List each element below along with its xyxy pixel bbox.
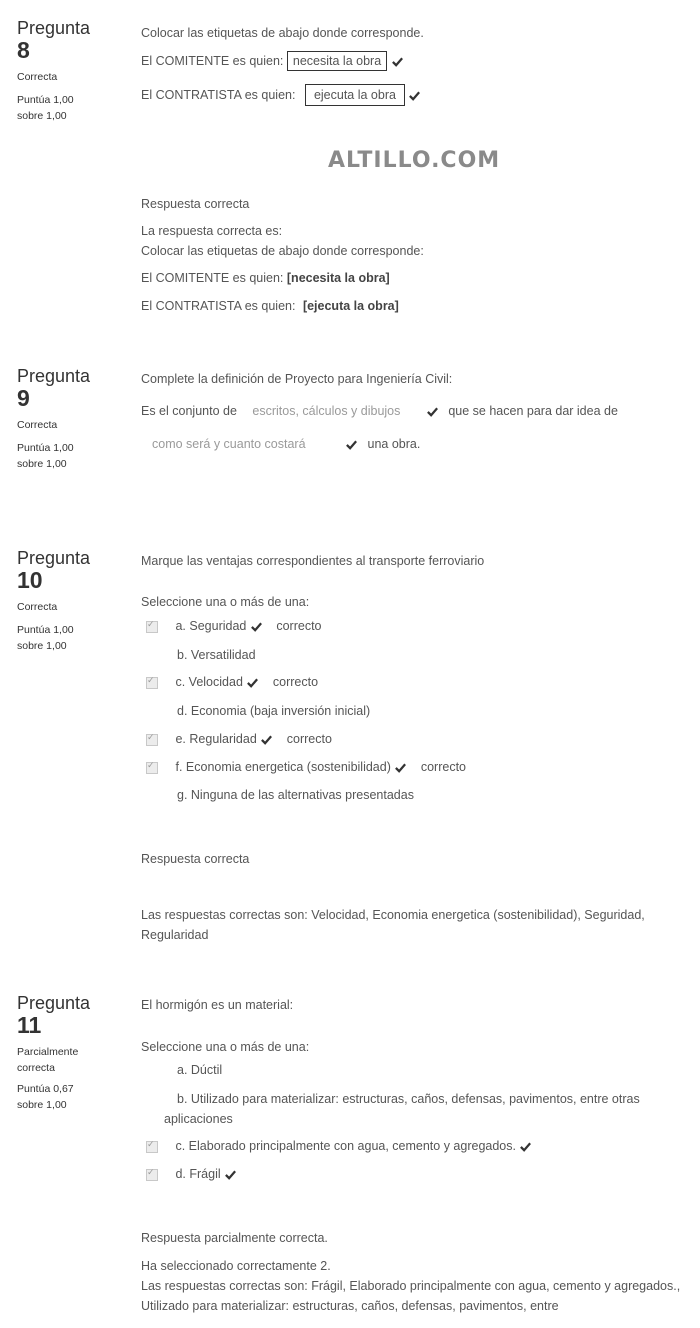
option-feedback: correcto (272, 675, 319, 689)
drop-zone-comitente[interactable]: necesita la obra (287, 51, 387, 71)
question-grade-max: sobre 1,00 (17, 1099, 67, 1111)
q11-option-a[interactable] (177, 1063, 222, 1077)
option-label: a. Dúctil (177, 1063, 223, 1077)
q8-right-answer-intro: La respuesta correcta es: (141, 224, 283, 238)
option-label: f. Economia energetica (sostenibilidad) (175, 760, 391, 774)
question-label: Pregunta (17, 548, 91, 568)
sentence-text: una obra. (367, 437, 421, 451)
q10-select-label: Seleccione una o más de una: (141, 595, 310, 609)
question-grade: Puntúa 1,00 (17, 442, 74, 454)
q11-option-d (146, 1167, 237, 1181)
q8-row-contratista (141, 84, 421, 106)
option-checkbox[interactable] (146, 762, 158, 774)
watermark-logo: ALTILLO.COM (328, 148, 501, 173)
check-icon (519, 1140, 532, 1153)
question-state: Correcta (17, 601, 58, 613)
option-label: b. Utilizado para materializar: estructuras, caños, defensas, pavimentos, entre otras aplicaciones (164, 1092, 640, 1126)
q10-option-d[interactable] (177, 704, 370, 718)
question-grade: Puntúa 1,00 (17, 624, 74, 636)
question-state: Parcialmente (17, 1046, 79, 1058)
question-number: 8 (17, 37, 30, 63)
row-label: El COMITENTE es quien: (141, 54, 284, 68)
check-icon (345, 438, 358, 451)
q8-right-row-contratista (141, 299, 399, 313)
question-state: Correcta (17, 71, 58, 83)
option-label: e. Regularidad (175, 732, 257, 746)
option-label: d. Economia (baja inversión inicial) (177, 704, 371, 718)
q10-option-b[interactable] (177, 648, 256, 662)
q10-option-a (146, 619, 322, 633)
question-11-info (17, 993, 117, 1113)
option-label: d. Frágil (175, 1167, 221, 1181)
check-icon (224, 1168, 237, 1181)
question-state: Correcta (17, 419, 58, 431)
question-state-cont: correcta (17, 1062, 55, 1074)
option-label: b. Versatilidad (177, 648, 256, 662)
row-label: El CONTRATISTA es quien: (141, 299, 296, 313)
option-label: c. Velocidad (175, 675, 243, 689)
q10-option-e (146, 732, 332, 746)
question-grade: Puntúa 1,00 (17, 94, 74, 106)
check-icon (250, 620, 263, 633)
gap-answer-2[interactable]: como será y cuanto costará (152, 437, 306, 451)
q10-option-f (146, 760, 466, 774)
option-checkbox[interactable] (146, 1169, 158, 1181)
question-grade-max: sobre 1,00 (17, 110, 67, 122)
right-answer-value: [ejecuta la obra] (302, 299, 399, 313)
question-grade-max: sobre 1,00 (17, 640, 67, 652)
q11-option-c (146, 1139, 532, 1153)
q11-selected-count: Ha seleccionado correctamente 2. (141, 1259, 331, 1273)
option-label: a. Seguridad (175, 619, 247, 633)
drop-zone-contratista[interactable]: ejecuta la obra (305, 84, 405, 106)
q11-select-label: Seleccione una o más de una: (141, 1040, 310, 1054)
q10-right-answer: Las respuestas correctas son: Velocidad, Economia energetica (sostenibilidad), Seguridad, Regularidad (141, 908, 645, 942)
question-grade-max: sobre 1,00 (17, 458, 67, 470)
question-11-prompt: El hormigón es un material: (141, 998, 294, 1012)
option-label: c. Elaborado principalmente con agua, cemento y agregados. (175, 1139, 516, 1153)
question-9-prompt: Complete la definición de Proyecto para Ingeniería Civil: (141, 372, 453, 386)
check-icon (260, 733, 273, 746)
question-8-prompt: Colocar las etiquetas de abajo donde corresponde. (141, 26, 424, 40)
question-label: Pregunta (17, 993, 91, 1013)
option-checkbox[interactable] (146, 621, 158, 633)
option-checkbox[interactable] (146, 677, 158, 689)
option-checkbox[interactable] (146, 1141, 158, 1153)
check-icon (246, 676, 259, 689)
question-10-info (17, 548, 117, 654)
question-number: 9 (17, 385, 30, 411)
sentence-text: Es el conjunto de (141, 404, 237, 418)
q11-right-answer: Las respuestas correctas son: Frágil, Elaborado principalmente con agua, cemento y agregados., Utilizado para materializar: estructuras, caños, defensas, pavimentos, entre (141, 1279, 681, 1313)
right-answer-value: [necesita la obra] (286, 271, 390, 285)
q10-option-g[interactable] (177, 788, 414, 802)
option-feedback: correcto (286, 732, 332, 746)
option-checkbox[interactable] (146, 734, 158, 746)
row-label: El CONTRATISTA es quien: (141, 88, 296, 102)
check-icon (408, 89, 421, 102)
q9-sentence-line1 (141, 404, 618, 418)
option-feedback: correcto (420, 760, 467, 774)
q9-sentence-line2 (152, 437, 420, 451)
row-label: El COMITENTE es quien: (141, 271, 284, 285)
question-number: 10 (17, 567, 43, 593)
gap-answer-1[interactable]: escritos, cálculos y dibujos (252, 404, 401, 418)
q10-option-c (146, 675, 318, 689)
question-8-info (17, 18, 117, 124)
check-icon (391, 55, 404, 68)
option-label: g. Ninguna de las alternativas presentadas (177, 788, 414, 802)
question-grade: Puntúa 0,67 (17, 1083, 74, 1095)
sentence-text: que se hacen para dar idea de (448, 404, 618, 418)
option-feedback: correcto (276, 619, 322, 633)
question-10-prompt: Marque las ventajas correspondientes al transporte ferroviario (141, 554, 485, 568)
question-number: 11 (17, 1012, 42, 1038)
q8-feedback: Respuesta correcta (141, 197, 250, 211)
q10-feedback: Respuesta correcta (141, 852, 250, 866)
q11-option-b[interactable] (164, 1089, 684, 1129)
q8-right-row-comitente (141, 271, 390, 285)
q8-right-answer-prompt: Colocar las etiquetas de abajo donde corresponde: (141, 244, 424, 258)
check-icon (426, 405, 439, 418)
question-label: Pregunta (17, 18, 91, 38)
question-9-info (17, 366, 117, 472)
check-icon (394, 761, 407, 774)
question-label: Pregunta (17, 366, 91, 386)
q8-row-comitente (141, 51, 404, 71)
q11-feedback: Respuesta parcialmente correcta. (141, 1231, 328, 1245)
